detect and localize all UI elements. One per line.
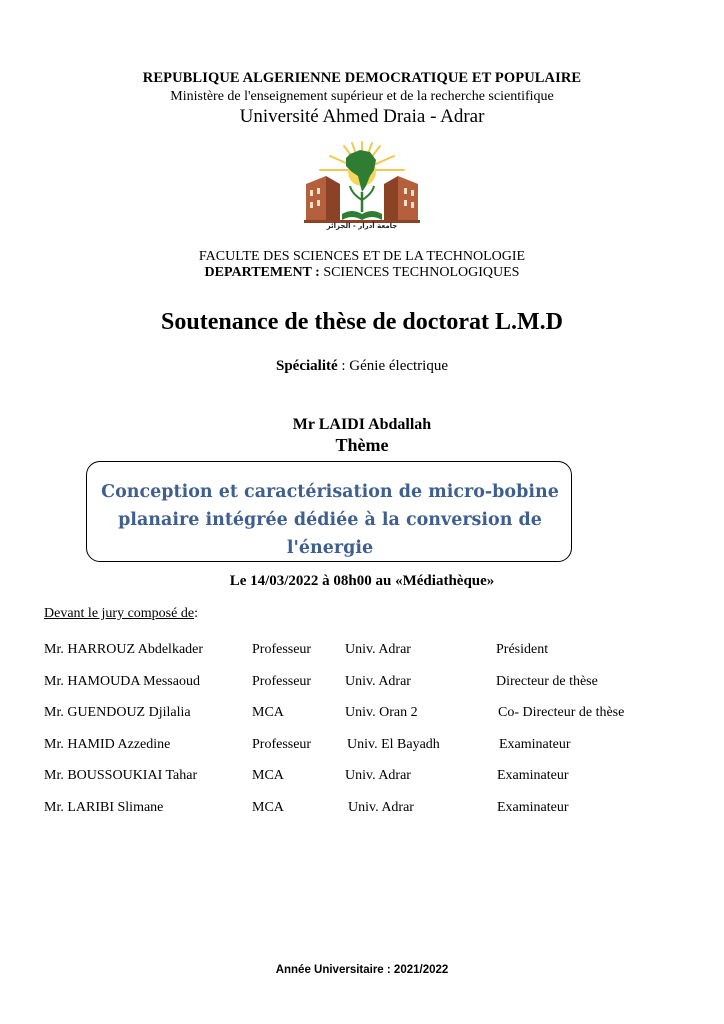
- jury-member-role: Directeur de thèse: [496, 674, 598, 689]
- theme-line-3: l'énergie: [286, 538, 374, 558]
- universite-name: Université Ahmed Draia - Adrar: [239, 106, 485, 127]
- ministere-line: Ministère de l'enseignement supérieur et de la recherche scientifique: [170, 89, 554, 104]
- jury-member-name: Mr. BOUSSOUKIAI Tahar: [44, 768, 198, 783]
- logo-caption: جامعة أدرار - الجزائر: [326, 222, 398, 230]
- jury-member-role: Président: [496, 642, 549, 657]
- jury-member-univ: Univ. Oran 2: [345, 705, 418, 720]
- jury-member-grade: Professeur: [252, 674, 312, 689]
- jury-member-univ: Univ. Adrar: [345, 768, 411, 783]
- jury-member-grade: MCA: [252, 768, 284, 783]
- jury-row: [0, 768, 724, 788]
- specialite-line: [0, 358, 724, 375]
- jury-member-role: Examinateur: [497, 768, 569, 783]
- jury-member-name: Mr. HAMOUDA Messaoud: [44, 674, 200, 689]
- jury-intro-text: Devant le jury composé de: [44, 606, 195, 621]
- jury-member-name: Mr. GUENDOUZ Djilalia: [44, 705, 191, 720]
- university-logo: [300, 140, 424, 236]
- specialite-label: Spécialité: [275, 358, 338, 374]
- jury-member-univ: Univ. Adrar: [345, 642, 411, 657]
- jury-member-univ: Univ. Adrar: [345, 674, 411, 689]
- jury-member-name: Mr. LARIBI Slimane: [44, 800, 164, 815]
- jury-row: [0, 674, 724, 694]
- jury-row: [0, 800, 724, 820]
- jury-row: [0, 705, 724, 725]
- theme-line-2: planaire intégrée dédiée à la conversion de: [118, 510, 542, 530]
- jury-member-grade: MCA: [252, 705, 284, 720]
- departement-label: DEPARTEMENT :: [204, 265, 320, 280]
- jury-member-grade: MCA: [252, 800, 284, 815]
- republique-heading: REPUBLIQUE ALGERIENNE DEMOCRATIQUE ET POPULAIRE: [142, 70, 582, 86]
- jury-intro: [44, 606, 198, 622]
- departement-value: SCIENCES TECHNOLOGIQUES: [319, 265, 520, 280]
- specialite-value: : Génie électrique: [337, 358, 449, 374]
- soutenance-title: Soutenance de thèse de doctorat L.M.D: [161, 309, 563, 335]
- theme-line-1: Conception et caractérisation de micro-bobine: [101, 482, 559, 502]
- jury-intro-suffix: :: [194, 606, 198, 621]
- candidat-name: Mr LAIDI Abdallah: [292, 416, 432, 433]
- faculte-line: FACULTE DES SCIENCES ET DE LA TECHNOLOGIE: [198, 249, 526, 264]
- jury-member-grade: Professeur: [252, 642, 312, 657]
- jury-member-role: Examinateur: [499, 737, 571, 752]
- jury-member-univ: Univ. El Bayadh: [347, 737, 440, 752]
- departement-line: [0, 265, 724, 281]
- jury-row: [0, 737, 724, 757]
- jury-member-univ: Univ. Adrar: [348, 800, 414, 815]
- annee-universitaire: Année Universitaire : 2021/2022: [275, 964, 449, 976]
- jury-member-grade: Professeur: [252, 737, 312, 752]
- jury-member-role: Co- Directeur de thèse: [498, 705, 625, 720]
- date-lieu: Le 14/03/2022 à 08h00 au «Médiathèque»: [229, 573, 495, 589]
- jury-row: [0, 642, 724, 662]
- theme-text: [100, 478, 560, 562]
- jury-member-name: Mr. HARROUZ Abdelkader: [44, 642, 204, 657]
- jury-member-name: Mr. HAMID Azzedine: [44, 737, 171, 752]
- theme-label: Thème: [335, 435, 389, 455]
- jury-member-role: Examinateur: [497, 800, 569, 815]
